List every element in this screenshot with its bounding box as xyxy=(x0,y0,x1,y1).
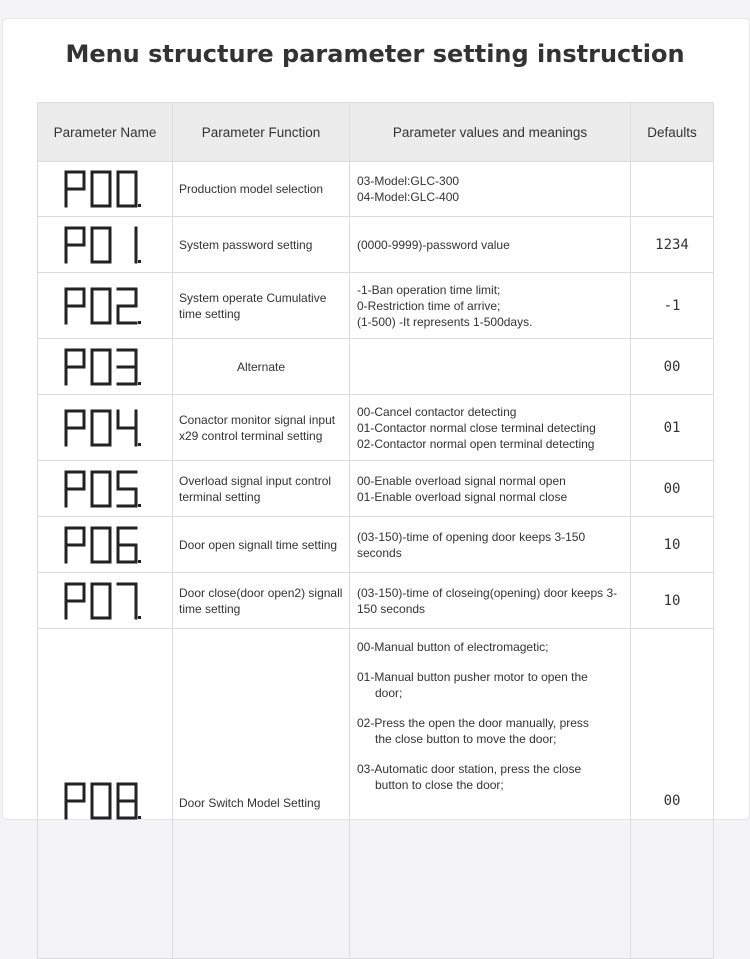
value-line: 00-Cancel contactor detecting xyxy=(357,404,517,419)
segment-display-icon xyxy=(63,347,147,387)
value-line: 03-Model:GLC-300 xyxy=(357,174,460,188)
default-cell: 1234 xyxy=(631,217,714,273)
segment-display-icon xyxy=(63,286,147,326)
default-cell xyxy=(631,162,714,217)
value-line: -1-Ban operation time limit; xyxy=(357,282,501,297)
value-line: button to close the door; xyxy=(375,778,504,792)
segment-display-icon xyxy=(63,225,147,265)
default-cell: 01 xyxy=(631,395,714,461)
segment-display-icon xyxy=(63,581,147,621)
segment-display-icon xyxy=(63,408,147,448)
function-cell: Door close(door open2) signall time setting xyxy=(173,573,350,629)
value-line: (03-150)-time of opening door keeps 3-150 seconds xyxy=(357,529,586,560)
header-defaults: Defaults xyxy=(631,103,714,162)
header-parameter-name: Parameter Name xyxy=(38,103,173,162)
function-cell: Door Switch Model Setting xyxy=(173,629,350,959)
value-line: 03-Automatic door station, press the close xyxy=(357,762,582,776)
header-parameter-function: Parameter Function xyxy=(173,103,350,162)
table-row xyxy=(38,461,714,517)
function-cell: System password setting xyxy=(173,217,350,273)
function-cell: Alternate xyxy=(173,339,350,395)
segment-code-cell xyxy=(38,395,173,461)
default-cell: 00 xyxy=(631,339,714,395)
table-row xyxy=(38,162,714,217)
function-cell: Conactor monitor signal input x29 control terminal setting xyxy=(173,395,350,461)
value-line: 04-Model:GLC-400 xyxy=(357,190,460,204)
values-cell xyxy=(350,217,631,273)
segment-display-icon xyxy=(63,525,147,565)
value-line: 02-Contactor normal open terminal detecting xyxy=(357,436,595,451)
page-title: Menu structure parameter setting instruction xyxy=(65,40,685,68)
value-line: 00-Manual button of electromagetic; xyxy=(357,640,549,654)
table-row xyxy=(38,395,714,461)
values-cell xyxy=(350,461,631,517)
function-cell: Overload signal input control terminal setting xyxy=(173,461,350,517)
segment-display-icon xyxy=(63,169,147,209)
value-line: 01-Manual button pusher motor to open the xyxy=(357,670,588,684)
values-cell xyxy=(350,629,631,959)
segment-display-icon xyxy=(63,781,147,821)
segment-dot xyxy=(138,443,141,446)
values-cell xyxy=(350,395,631,461)
value-line: the close button to move the door; xyxy=(375,732,557,746)
segment-dot xyxy=(138,560,141,563)
values-cell xyxy=(350,573,631,629)
function-cell: System operate Cumulative time setting xyxy=(173,273,350,339)
segment-dot xyxy=(138,260,141,263)
table-row xyxy=(38,339,714,395)
default-cell: 00 xyxy=(631,629,714,959)
segment-code-cell xyxy=(38,217,173,273)
segment-dot xyxy=(138,321,141,324)
value-line: 01-Enable overload signal normal close xyxy=(357,489,568,504)
values-cell xyxy=(350,339,631,395)
value-line: 0-Restriction time of arrive; xyxy=(357,298,501,313)
value-line: (0000-9999)-password value xyxy=(357,237,510,252)
segment-dot xyxy=(138,382,141,385)
table-row xyxy=(38,273,714,339)
parameter-table xyxy=(37,102,714,959)
segment-dot xyxy=(138,204,141,207)
default-cell: -1 xyxy=(631,273,714,339)
table-row xyxy=(38,517,714,573)
segment-code-cell xyxy=(38,339,173,395)
function-cell: Door open signall time setting xyxy=(173,517,350,573)
segment-code-cell xyxy=(38,573,173,629)
value-line: (1-500) -It represents 1-500days. xyxy=(357,314,533,329)
segment-dot xyxy=(138,616,141,619)
values-cell xyxy=(350,517,631,573)
segment-dot xyxy=(138,504,141,507)
value-line: 00-Enable overload signal normal open xyxy=(357,473,566,488)
segment-code-cell xyxy=(38,629,173,959)
values-cell xyxy=(350,273,631,339)
segment-code-cell xyxy=(38,162,173,217)
function-cell: Production model selection xyxy=(173,162,350,217)
value-line: (03-150)-time of closeing(opening) door keeps 3-150 seconds xyxy=(357,585,618,616)
segment-code-cell xyxy=(38,461,173,517)
default-cell: 10 xyxy=(631,573,714,629)
values-cell xyxy=(350,162,631,217)
segment-display-icon xyxy=(63,469,147,509)
table-row xyxy=(38,629,714,959)
value-line: 02-Press the open the door manually, press xyxy=(357,716,589,730)
value-line: 01-Contactor normal close terminal detecting xyxy=(357,420,596,435)
segment-code-cell xyxy=(38,273,173,339)
table-row xyxy=(38,217,714,273)
table-row xyxy=(38,573,714,629)
header-parameter-values: Parameter values and meanings xyxy=(350,103,631,162)
default-cell: 00 xyxy=(631,461,714,517)
segment-dot xyxy=(138,816,141,819)
table-header-row xyxy=(38,103,714,162)
segment-code-cell xyxy=(38,517,173,573)
default-cell: 10 xyxy=(631,517,714,573)
value-line: door; xyxy=(375,686,403,700)
